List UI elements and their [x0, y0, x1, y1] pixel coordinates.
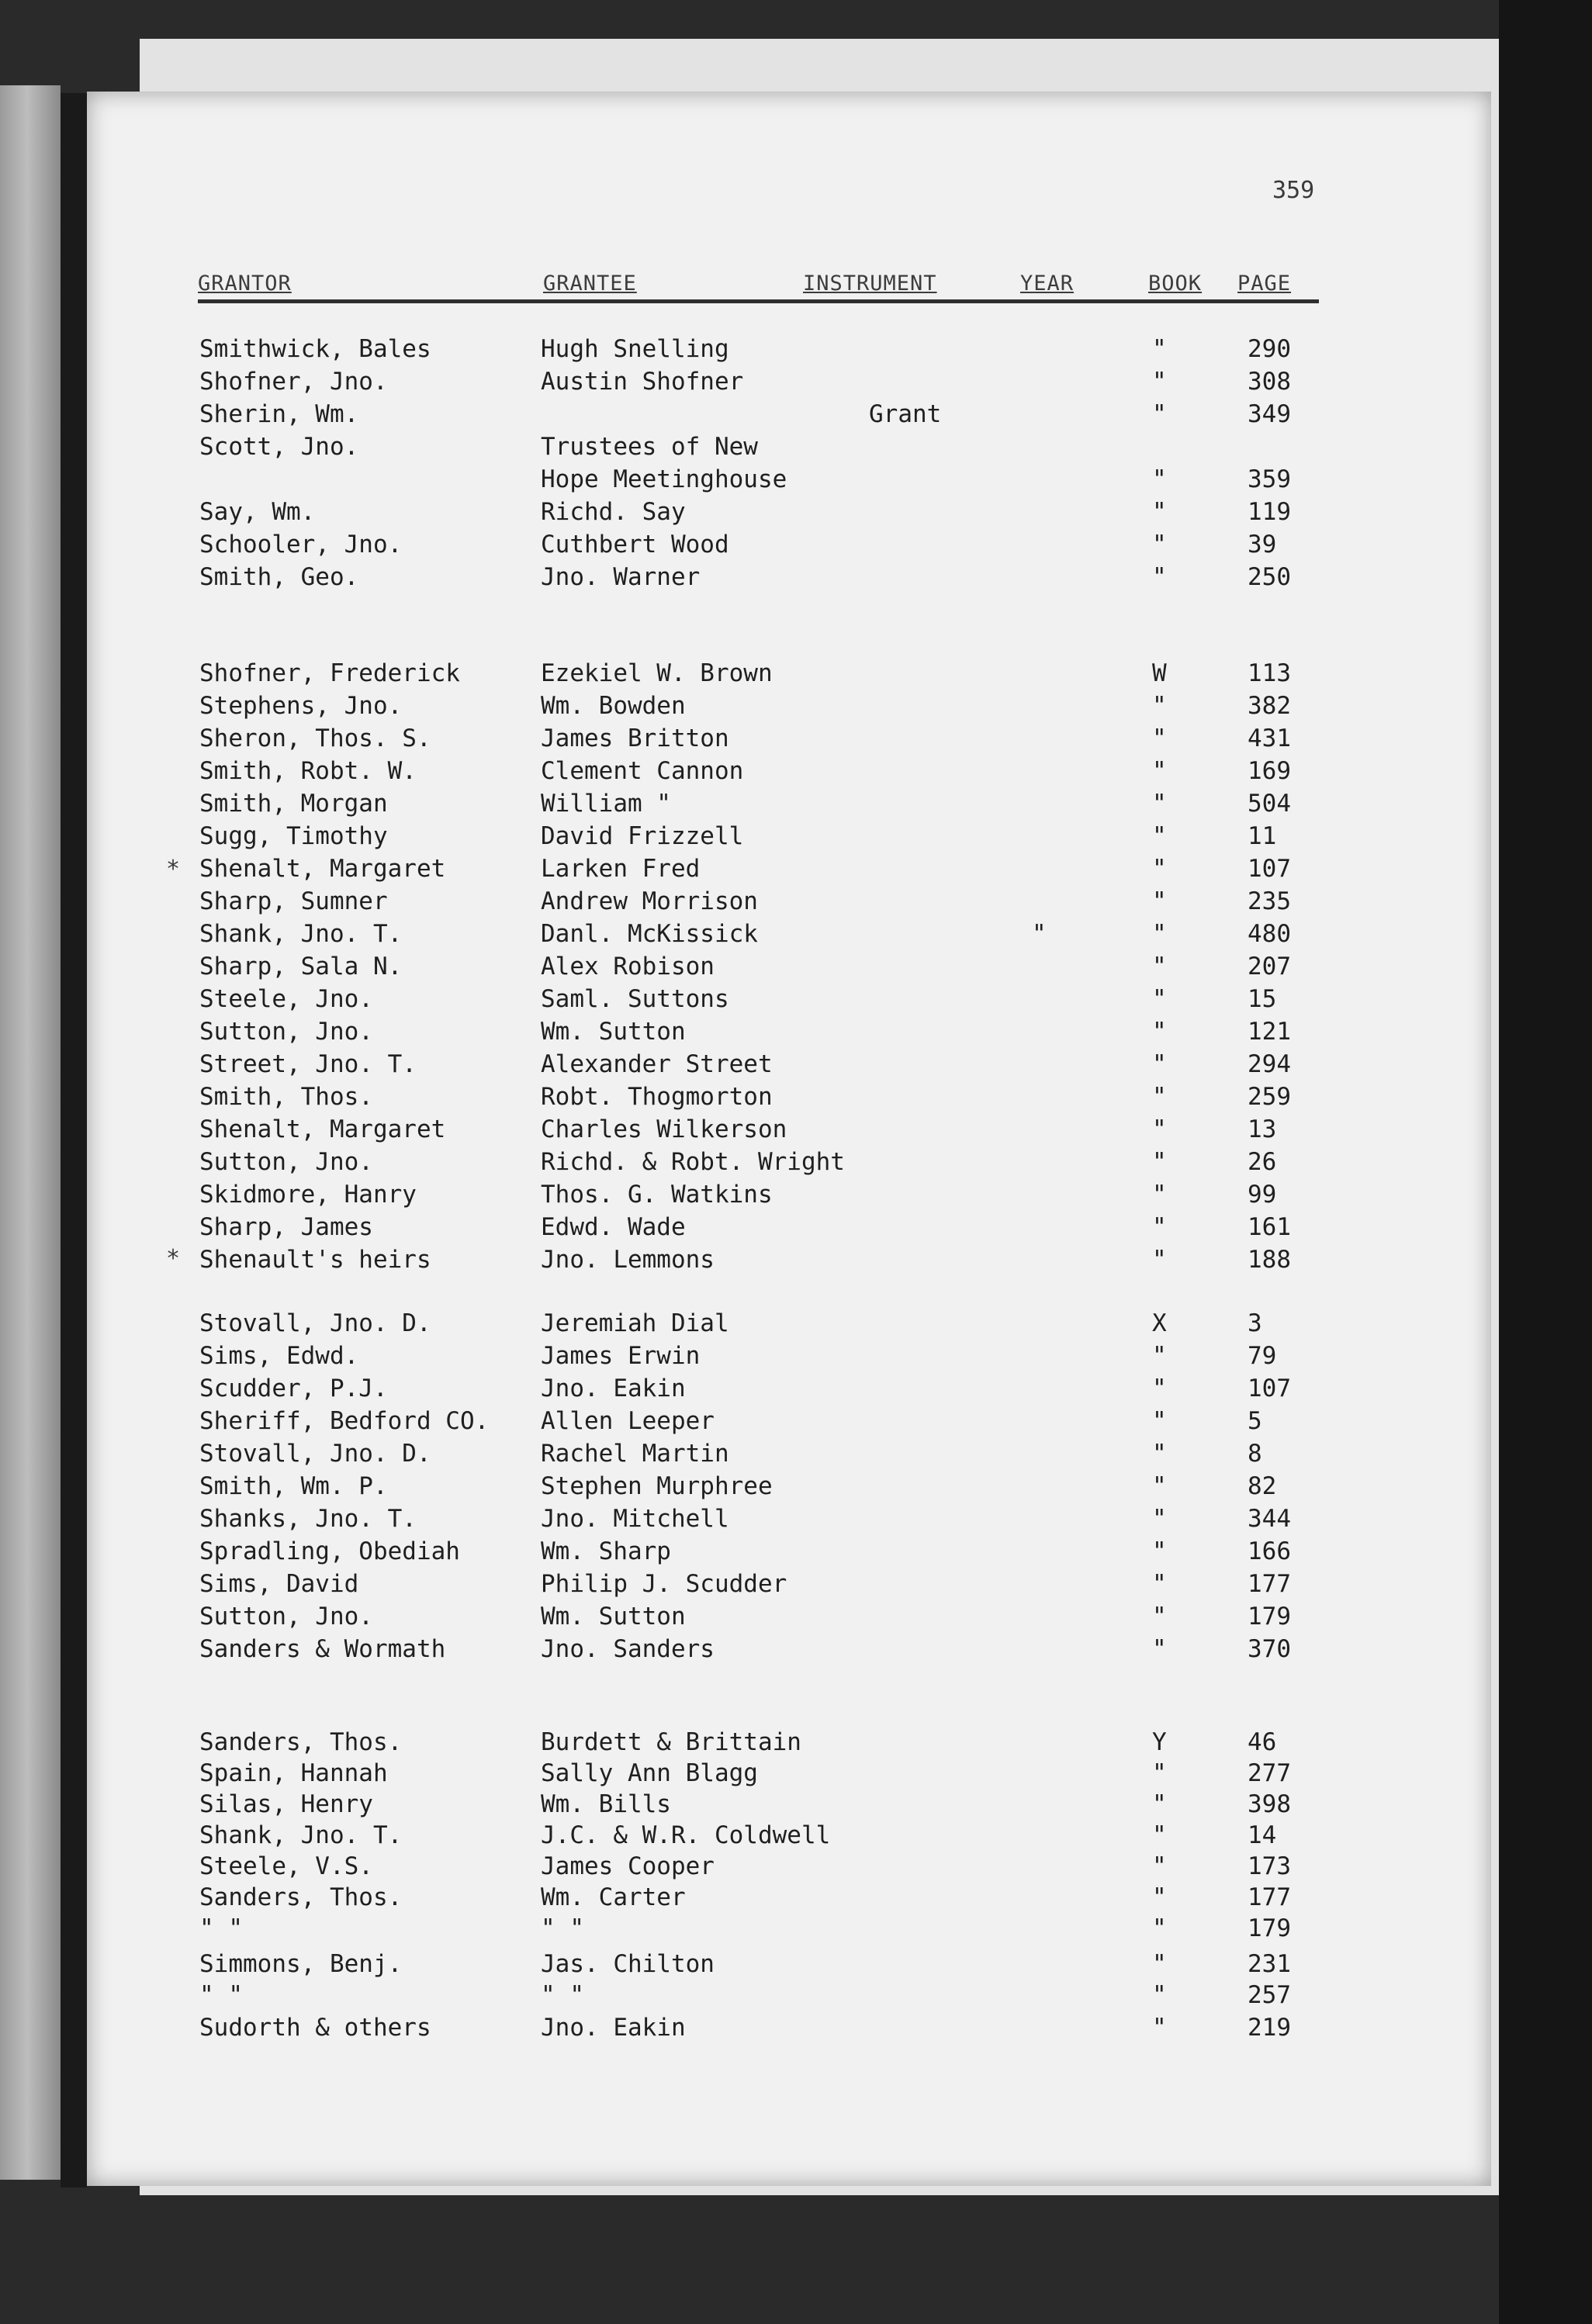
cell-page: 277	[1248, 1759, 1291, 1787]
cell-page: 11	[1248, 822, 1277, 850]
cell-grantor: Street, Jno. T.	[199, 1050, 417, 1078]
table-row	[0, 1852, 1592, 1885]
cell-page: 207	[1248, 953, 1291, 980]
cell-book: "	[1152, 1115, 1167, 1143]
cell-grantee: Allen Leeper	[541, 1407, 715, 1435]
cell-book: "	[1152, 1440, 1167, 1468]
cell-book: "	[1152, 1981, 1167, 2009]
cell-book: "	[1152, 1883, 1167, 1911]
cell-book: "	[1152, 368, 1167, 396]
table-row	[0, 1821, 1592, 1854]
header-instrument: INSTRUMENT	[803, 271, 937, 296]
cell-page: 13	[1248, 1115, 1277, 1143]
table-row	[0, 1914, 1592, 1947]
cell-grantor: Smith, Thos.	[199, 1083, 373, 1111]
cell-grantor: Stovall, Jno. D.	[199, 1309, 431, 1337]
page-number: 359	[1272, 177, 1315, 204]
table-row	[0, 822, 1592, 855]
cell-grantor: Sutton, Jno.	[199, 1603, 373, 1631]
cell-page: 161	[1248, 1213, 1291, 1241]
cell-page: 359	[1248, 465, 1291, 493]
cell-book: "	[1152, 563, 1167, 591]
table-row	[0, 563, 1592, 596]
header-book: BOOK	[1148, 271, 1203, 296]
cell-grantor: Silas, Henry	[199, 1790, 373, 1818]
margin-asterisk: *	[166, 856, 181, 883]
cell-grantee: Burdett & Brittain	[541, 1728, 801, 1756]
table-row	[0, 1537, 1592, 1570]
cell-grantor: Sanders, Thos.	[199, 1883, 403, 1911]
cell-book: "	[1152, 1342, 1167, 1370]
cell-grantee: Rachel Martin	[541, 1440, 729, 1468]
cell-page: 8	[1248, 1440, 1262, 1468]
cell-grantee: Austin Shofner	[541, 368, 744, 396]
cell-grantor: Stephens, Jno.	[199, 692, 403, 720]
cell-book: "	[1152, 1603, 1167, 1631]
cell-grantor: Spain, Hannah	[199, 1759, 388, 1787]
cell-grantee: Jno. Lemmons	[541, 1246, 715, 1274]
header-grantor: GRANTOR	[198, 271, 292, 296]
table-row	[0, 1570, 1592, 1603]
cell-page: 431	[1248, 725, 1291, 752]
cell-grantor: Sharp, Sala N.	[199, 953, 403, 980]
table-row	[0, 335, 1592, 368]
cell-grantee: Jno. Mitchell	[541, 1505, 729, 1533]
cell-book: W	[1152, 659, 1167, 687]
cell-page: 480	[1248, 920, 1291, 948]
cell-grantor: " "	[199, 1914, 243, 1942]
table-row	[0, 1981, 1592, 2014]
cell-page: 382	[1248, 692, 1291, 720]
cell-book: "	[1152, 1246, 1167, 1274]
table-row	[0, 1505, 1592, 1537]
cell-book: "	[1152, 498, 1167, 526]
cell-grantee: Jno. Eakin	[541, 1375, 686, 1402]
cell-page: 344	[1248, 1505, 1291, 1533]
table-row	[0, 1635, 1592, 1668]
cell-grantor: Smith, Robt. W.	[199, 757, 417, 785]
cell-page: 290	[1248, 335, 1291, 363]
table-row	[0, 855, 1592, 887]
cell-grantee: Jas. Chilton	[541, 1950, 715, 1978]
cell-grantee: Philip J. Scudder	[541, 1570, 787, 1598]
cell-page: 46	[1248, 1728, 1277, 1756]
cell-grantee: Jno. Sanders	[541, 1635, 715, 1663]
header-year: YEAR	[1020, 271, 1075, 296]
cell-grantee: Robt. Thogmorton	[541, 1083, 773, 1111]
cell-book: "	[1152, 1407, 1167, 1435]
cell-grantor: Say, Wm.	[199, 498, 316, 526]
cell-grantee: Alex Robison	[541, 953, 715, 980]
cell-book: "	[1152, 1635, 1167, 1663]
table-row	[0, 887, 1592, 920]
table-row	[0, 1407, 1592, 1440]
cell-grantor: Shofner, Jno.	[199, 368, 388, 396]
cell-grantor: Steele, V.S.	[199, 1852, 373, 1880]
table-row	[0, 1883, 1592, 1916]
cell-grantee: Wm. Sutton	[541, 1018, 686, 1046]
cell-book: "	[1152, 953, 1167, 980]
cell-page: 188	[1248, 1246, 1291, 1274]
table-row	[0, 1950, 1592, 1983]
cell-page: 349	[1248, 400, 1291, 428]
cell-grantee: Saml. Suttons	[541, 985, 729, 1013]
cell-grantee: Hugh Snelling	[541, 335, 729, 363]
cell-book: "	[1152, 1050, 1167, 1078]
table-row	[0, 498, 1592, 531]
cell-book: "	[1152, 1148, 1167, 1176]
cell-grantor: Shenault's heirs	[199, 1246, 431, 1274]
cell-book: "	[1152, 790, 1167, 818]
cell-page: 370	[1248, 1635, 1291, 1663]
cell-book: "	[1152, 985, 1167, 1013]
cell-grantee: Wm. Bills	[541, 1790, 671, 1818]
cell-book: "	[1152, 757, 1167, 785]
cell-book: "	[1152, 1505, 1167, 1533]
cell-page: 259	[1248, 1083, 1291, 1111]
cell-grantor: Sugg, Timothy	[199, 822, 388, 850]
cell-grantor: Sudorth & others	[199, 2014, 431, 2042]
table-row	[0, 1083, 1592, 1115]
cell-grantee: Stephen Murphree	[541, 1472, 773, 1500]
table-row	[0, 1181, 1592, 1213]
cell-grantor: Sanders, Thos.	[199, 1728, 403, 1756]
table-row	[0, 1759, 1592, 1792]
cell-grantor: " "	[199, 1981, 243, 2009]
header-grantee: GRANTEE	[543, 271, 637, 296]
cell-grantor: Scudder, P.J.	[199, 1375, 388, 1402]
cell-book: "	[1152, 465, 1167, 493]
cell-grantee: Jno. Warner	[541, 563, 701, 591]
cell-grantor: Schooler, Jno.	[199, 531, 403, 559]
cell-book: "	[1152, 400, 1167, 428]
cell-book: "	[1152, 335, 1167, 363]
cell-grantee: James Cooper	[541, 1852, 715, 1880]
cell-book: "	[1152, 920, 1167, 948]
cell-book: X	[1152, 1309, 1167, 1337]
cell-grantor: Shank, Jno. T.	[199, 1821, 403, 1849]
cell-grantee: Clement Cannon	[541, 757, 744, 785]
cell-page: 179	[1248, 1914, 1291, 1942]
table-row	[0, 1472, 1592, 1505]
cell-page: 308	[1248, 368, 1291, 396]
cell-grantor: Shanks, Jno. T.	[199, 1505, 417, 1533]
cell-grantee: David Frizzell	[541, 822, 744, 850]
cell-book: "	[1152, 1852, 1167, 1880]
table-row	[0, 757, 1592, 790]
cell-book: "	[1152, 1018, 1167, 1046]
table-row	[0, 1115, 1592, 1148]
cell-grantor: Stovall, Jno. D.	[199, 1440, 431, 1468]
table-row	[0, 2014, 1592, 2046]
cell-grantee: Richd. Say	[541, 498, 686, 526]
table-row	[0, 1342, 1592, 1375]
cell-grantor: Scott, Jno.	[199, 433, 359, 461]
cell-book: "	[1152, 2014, 1167, 2042]
cell-grantor: Sharp, James	[199, 1213, 373, 1241]
cell-grantee: Jeremiah Dial	[541, 1309, 729, 1337]
cell-page: 14	[1248, 1821, 1277, 1849]
cell-book: "	[1152, 1950, 1167, 1978]
cell-grantor: Smith, Wm. P.	[199, 1472, 388, 1500]
cell-grantee: Ezekiel W. Brown	[541, 659, 773, 687]
cell-page: 173	[1248, 1852, 1291, 1880]
cell-page: 107	[1248, 855, 1291, 883]
cell-book: "	[1152, 1181, 1167, 1209]
cell-page: 250	[1248, 563, 1291, 591]
cell-grantee: Larken Fred	[541, 855, 701, 883]
cell-grantee: Danl. McKissick	[541, 920, 758, 948]
table-row	[0, 368, 1592, 400]
cell-grantor: Simmons, Benj.	[199, 1950, 403, 1978]
cell-year: "	[1032, 920, 1047, 948]
table-row	[0, 790, 1592, 822]
table-row	[0, 1603, 1592, 1635]
table-row	[0, 725, 1592, 757]
cell-page: 504	[1248, 790, 1291, 818]
cell-grantor: Shank, Jno. T.	[199, 920, 403, 948]
cell-page: 113	[1248, 659, 1291, 687]
cell-grantee: James Britton	[541, 725, 729, 752]
cell-grantor: Spradling, Obediah	[199, 1537, 460, 1565]
cell-grantee: William "	[541, 790, 671, 818]
cell-instrument: Grant	[869, 400, 942, 428]
cell-book: "	[1152, 1213, 1167, 1241]
table-row	[0, 985, 1592, 1018]
cell-page: 119	[1248, 498, 1291, 526]
table-row	[0, 1790, 1592, 1823]
cell-book: "	[1152, 1790, 1167, 1818]
table-row	[0, 1050, 1592, 1083]
cell-book: "	[1152, 1914, 1167, 1942]
cell-book: "	[1152, 1083, 1167, 1111]
cell-page: 169	[1248, 757, 1291, 785]
cell-book: "	[1152, 1537, 1167, 1565]
cell-page: 79	[1248, 1342, 1277, 1370]
cell-grantor: Sheriff, Bedford CO.	[199, 1407, 490, 1435]
cell-grantee: " "	[541, 1981, 584, 2009]
cell-grantor: Steele, Jno.	[199, 985, 373, 1013]
cell-book: "	[1152, 1821, 1167, 1849]
cell-grantor: Sutton, Jno.	[199, 1148, 373, 1176]
cell-grantee: Charles Wilkerson	[541, 1115, 787, 1143]
table-row	[0, 1309, 1592, 1342]
cell-grantee: Wm. Carter	[541, 1883, 686, 1911]
table-row	[0, 1148, 1592, 1181]
table-row	[0, 531, 1592, 563]
cell-grantor: Smith, Morgan	[199, 790, 388, 818]
cell-page: 5	[1248, 1407, 1262, 1435]
cell-grantee: Wm. Sutton	[541, 1603, 686, 1631]
cell-grantor: Sherin, Wm.	[199, 400, 359, 428]
cell-page: 26	[1248, 1148, 1277, 1176]
cell-book: "	[1152, 855, 1167, 883]
cell-grantor: Sharp, Sumner	[199, 887, 388, 915]
header-page: PAGE	[1237, 271, 1292, 296]
table-row	[0, 433, 1592, 465]
cell-grantee: Edwd. Wade	[541, 1213, 686, 1241]
cell-page: 39	[1248, 531, 1277, 559]
table-row	[0, 659, 1592, 692]
cell-grantee: Thos. G. Watkins	[541, 1181, 773, 1209]
cell-page: 99	[1248, 1181, 1277, 1209]
cell-page: 82	[1248, 1472, 1277, 1500]
cell-grantor: Shenalt, Margaret	[199, 1115, 446, 1143]
cell-grantee: Richd. & Robt. Wright	[541, 1148, 845, 1176]
table-row	[0, 1728, 1592, 1761]
cell-grantee: J.C. & W.R. Coldwell	[541, 1821, 831, 1849]
cell-grantor: Sutton, Jno.	[199, 1018, 373, 1046]
cell-page: 3	[1248, 1309, 1262, 1337]
cell-grantee: Wm. Bowden	[541, 692, 686, 720]
table-row	[0, 1018, 1592, 1050]
table-row	[0, 400, 1592, 433]
cell-grantee: Trustees of New	[541, 433, 758, 461]
cell-grantee: Sally Ann Blagg	[541, 1759, 758, 1787]
cell-page: 257	[1248, 1981, 1291, 2009]
cell-grantor: Smithwick, Bales	[199, 335, 431, 363]
cell-grantee: Alexander Street	[541, 1050, 773, 1078]
cell-book: "	[1152, 887, 1167, 915]
table-row	[0, 465, 1592, 498]
cell-grantee: Jno. Eakin	[541, 2014, 686, 2042]
cell-book: "	[1152, 725, 1167, 752]
cell-grantor: Sanders & Wormath	[199, 1635, 446, 1663]
cell-grantee: Hope Meetinghouse	[541, 465, 787, 493]
cell-page: 107	[1248, 1375, 1291, 1402]
cell-book: "	[1152, 1759, 1167, 1787]
cell-book: "	[1152, 1472, 1167, 1500]
cell-grantor: Smith, Geo.	[199, 563, 359, 591]
table-row	[0, 1375, 1592, 1407]
cell-grantee: Cuthbert Wood	[541, 531, 729, 559]
table-row	[0, 1246, 1592, 1278]
cell-book: "	[1152, 531, 1167, 559]
cell-book: "	[1152, 692, 1167, 720]
table-row	[0, 692, 1592, 725]
cell-page: 121	[1248, 1018, 1291, 1046]
cell-page: 294	[1248, 1050, 1291, 1078]
cell-page: 15	[1248, 985, 1277, 1013]
table-row	[0, 953, 1592, 985]
cell-book: "	[1152, 822, 1167, 850]
cell-grantee: Wm. Sharp	[541, 1537, 671, 1565]
cell-page: 179	[1248, 1603, 1291, 1631]
cell-book: "	[1152, 1570, 1167, 1598]
cell-grantor: Shenalt, Margaret	[199, 855, 446, 883]
cell-page: 177	[1248, 1883, 1291, 1911]
table-row	[0, 1440, 1592, 1472]
cell-book: "	[1152, 1375, 1167, 1402]
cell-grantee: Andrew Morrison	[541, 887, 758, 915]
cell-grantor: Sims, Edwd.	[199, 1342, 359, 1370]
cell-page: 231	[1248, 1950, 1291, 1978]
table-row	[0, 920, 1592, 953]
margin-asterisk: *	[166, 1245, 181, 1272]
cell-book: Y	[1152, 1728, 1167, 1756]
cell-grantor: Skidmore, Hanry	[199, 1181, 417, 1209]
cell-page: 235	[1248, 887, 1291, 915]
cell-grantor: Sheron, Thos. S.	[199, 725, 431, 752]
cell-page: 398	[1248, 1790, 1291, 1818]
cell-page: 219	[1248, 2014, 1291, 2042]
cell-grantee: " "	[541, 1914, 584, 1942]
cell-grantor: Sims, David	[199, 1570, 359, 1598]
cell-page: 166	[1248, 1537, 1291, 1565]
table-row	[0, 1213, 1592, 1246]
cell-grantee: James Erwin	[541, 1342, 701, 1370]
cell-page: 177	[1248, 1570, 1291, 1598]
cell-grantor: Shofner, Frederick	[199, 659, 460, 687]
